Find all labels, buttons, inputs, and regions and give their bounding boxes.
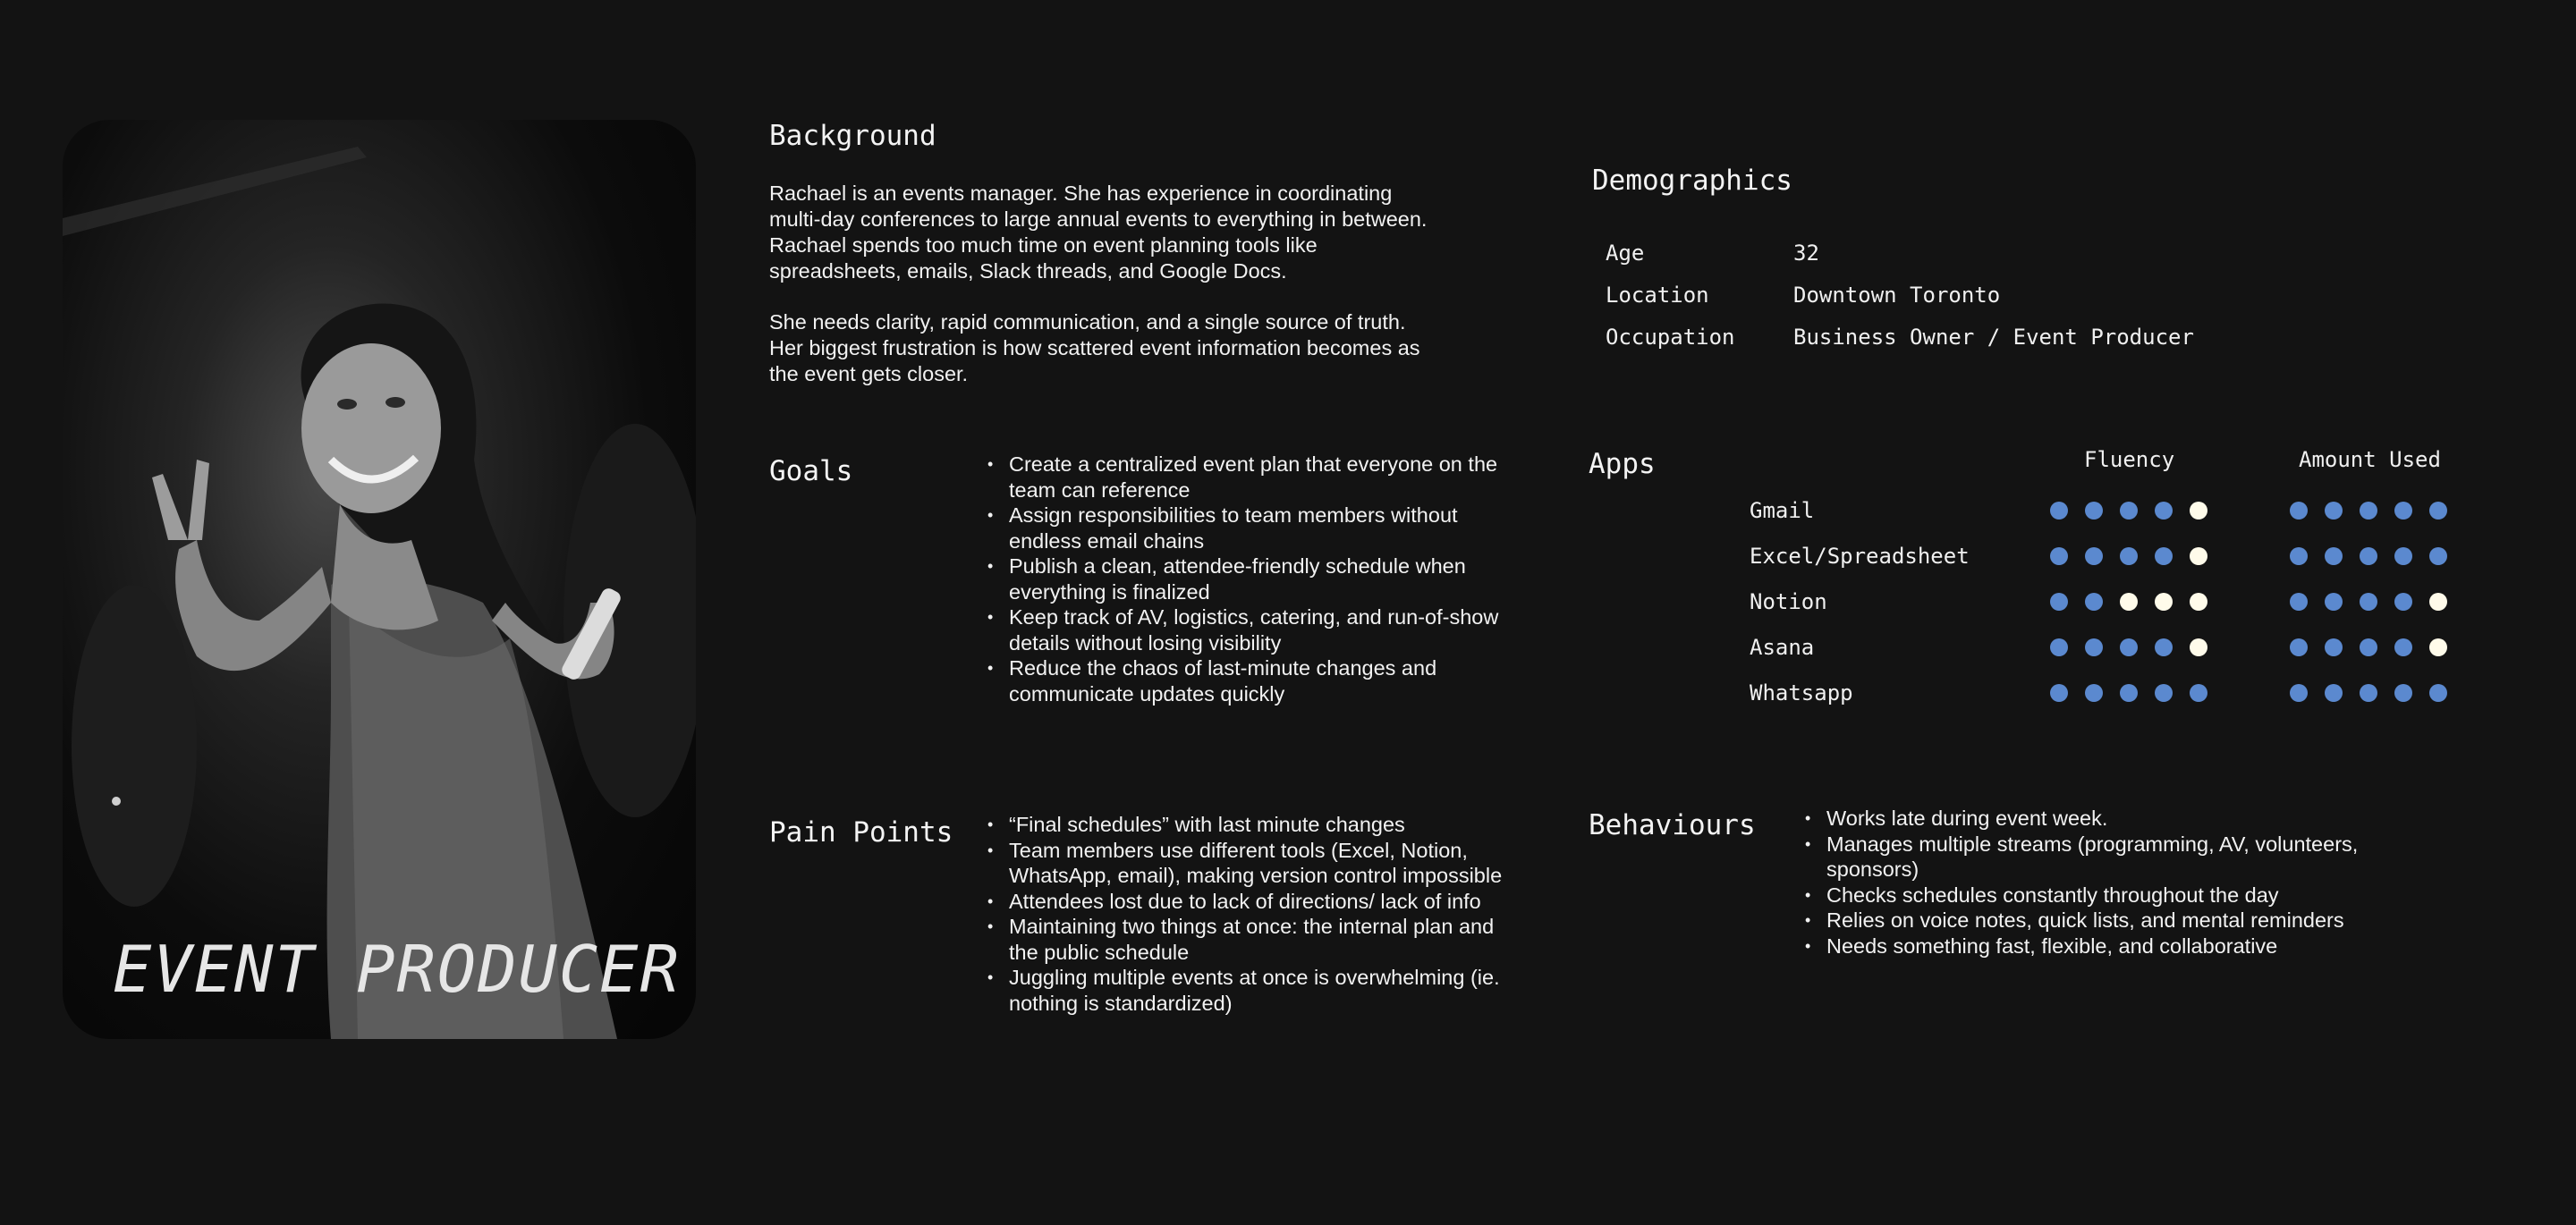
rating-dot-filled xyxy=(2290,684,2308,702)
rating-dot-filled xyxy=(2290,502,2308,520)
app-name: Gmail xyxy=(1750,498,1815,523)
rating-dot-filled xyxy=(2290,547,2308,565)
app-row xyxy=(1750,543,2054,570)
rating-dot-filled xyxy=(2050,638,2068,656)
rating-dot-filled xyxy=(2429,684,2447,702)
rating-dot-filled xyxy=(2085,684,2103,702)
rating-dot-filled xyxy=(2325,547,2343,565)
app-row xyxy=(1750,634,2054,661)
rating-dot-empty xyxy=(2155,593,2173,611)
fluency-rating xyxy=(2050,593,2207,611)
pain-point-item: • Maintaining two things at once: the internal plan and the public schedule xyxy=(986,914,1513,965)
rating-dot-filled xyxy=(2155,684,2173,702)
rating-dot-empty xyxy=(2120,593,2138,611)
persona-photo-card xyxy=(63,120,696,1039)
demographics-heading: Demographics xyxy=(1592,165,1792,197)
amount-used-rating xyxy=(2290,638,2447,656)
rating-dot-filled xyxy=(2085,502,2103,520)
rating-dot-filled xyxy=(2360,593,2377,611)
demographics-label: Age xyxy=(1606,240,1645,266)
fluency-column-header: Fluency xyxy=(2084,447,2175,472)
pain-points-list xyxy=(986,812,1513,1016)
rating-dot-filled xyxy=(2394,684,2412,702)
demographics-row xyxy=(1606,316,2194,358)
persona-photo xyxy=(63,120,696,1039)
background-section xyxy=(769,181,1431,387)
fluency-rating xyxy=(2050,502,2207,520)
background-heading: Background xyxy=(769,120,936,152)
pain-points-heading: Pain Points xyxy=(769,816,953,849)
rating-dot-filled xyxy=(2120,638,2138,656)
rating-dot-filled xyxy=(2325,684,2343,702)
rating-dot-filled xyxy=(2325,638,2343,656)
demographics-row xyxy=(1606,232,2194,274)
background-paragraph-2: She needs clarity, rapid communication, and a single source of truth. Her biggest frustration is how scattered event information becomes as the event gets closer. xyxy=(769,310,1420,385)
rating-dot-filled xyxy=(2429,502,2447,520)
demographics-label: Occupation xyxy=(1606,324,1735,350)
apps-heading: Apps xyxy=(1589,448,1656,480)
rating-dot-filled xyxy=(2050,684,2068,702)
rating-dot-filled xyxy=(2050,502,2068,520)
behaviour-item: • Manages multiple streams (programming, AV, volunteers, sponsors) xyxy=(1803,832,2411,883)
rating-dot-filled xyxy=(2290,638,2308,656)
rating-dot-filled xyxy=(2120,684,2138,702)
fluency-rating xyxy=(2050,684,2207,702)
goals-list xyxy=(986,452,1504,706)
rating-dot-empty xyxy=(2429,638,2447,656)
rating-dot-filled xyxy=(2085,547,2103,565)
app-name: Whatsapp xyxy=(1750,680,1853,705)
rating-dot-filled xyxy=(2394,547,2412,565)
demographics-row xyxy=(1606,274,2194,316)
app-row xyxy=(1750,680,2054,706)
rating-dot-filled xyxy=(2394,593,2412,611)
goal-item: • Assign responsibilities to team members without endless email chains xyxy=(986,503,1504,553)
rating-dot-filled xyxy=(2155,547,2173,565)
rating-dot-filled xyxy=(2360,684,2377,702)
rating-dot-empty xyxy=(2190,638,2207,656)
app-name: Excel/Spreadsheet xyxy=(1750,544,1970,569)
rating-dot-filled xyxy=(2360,547,2377,565)
apps-table xyxy=(1750,497,2465,721)
demographics-value: 32 xyxy=(1793,240,1819,266)
app-name: Notion xyxy=(1750,589,1827,614)
rating-dot-filled xyxy=(2085,593,2103,611)
goal-item: • Publish a clean, attendee-friendly schedule when everything is finalized xyxy=(986,553,1504,604)
behaviours-list xyxy=(1803,806,2411,959)
rating-dot-filled xyxy=(2360,502,2377,520)
pain-point-item: • Juggling multiple events at once is overwhelming (ie. nothing is standardized) xyxy=(986,965,1513,1016)
behaviour-item: • Works late during event week. xyxy=(1803,806,2411,832)
demographics-value: Downtown Toronto xyxy=(1793,282,2001,308)
goal-item: • Keep track of AV, logistics, catering, and run-of-show details without losing visibility xyxy=(986,604,1504,655)
fluency-rating xyxy=(2050,547,2207,565)
persona-role-title: EVENT PRODUCER xyxy=(113,932,681,1007)
rating-dot-empty xyxy=(2190,547,2207,565)
rating-dot-filled xyxy=(2120,547,2138,565)
amount-used-rating xyxy=(2290,502,2447,520)
demographics-label: Location xyxy=(1606,282,1709,308)
rating-dot-empty xyxy=(2429,593,2447,611)
rating-dot-filled xyxy=(2155,638,2173,656)
rating-dot-filled xyxy=(2394,502,2412,520)
goal-item: • Reduce the chaos of last-minute changes and communicate updates quickly xyxy=(986,655,1504,706)
behaviours-heading: Behaviours xyxy=(1589,809,1756,841)
amount-used-column-header: Amount Used xyxy=(2299,447,2441,472)
amount-used-rating xyxy=(2290,593,2447,611)
rating-dot-filled xyxy=(2429,547,2447,565)
goal-item: • Create a centralized event plan that everyone on the team can reference xyxy=(986,452,1504,503)
pain-point-item: • “Final schedules” with last minute changes xyxy=(986,812,1513,838)
demographics-value: Business Owner / Event Producer xyxy=(1793,324,2194,350)
background-paragraph-1: Rachael is an events manager. She has experience in coordinating multi-day conferences to large annual events to everything in between. Rachael spends too much time on event planning tools like spreadsheets, emails, Slack threads, and Google Docs. xyxy=(769,182,1428,283)
rating-dot-filled xyxy=(2325,593,2343,611)
rating-dot-empty xyxy=(2190,593,2207,611)
pain-point-item: • Team members use different tools (Excel, Notion, WhatsApp, email), making version control impossible xyxy=(986,838,1513,889)
pain-point-item: • Attendees lost due to lack of directions/ lack of info xyxy=(986,889,1513,915)
fluency-rating xyxy=(2050,638,2207,656)
rating-dot-filled xyxy=(2155,502,2173,520)
rating-dot-filled xyxy=(2120,502,2138,520)
rating-dot-filled xyxy=(2394,638,2412,656)
behaviour-item: • Checks schedules constantly throughout the day xyxy=(1803,883,2411,908)
behaviour-item: • Needs something fast, flexible, and collaborative xyxy=(1803,934,2411,959)
rating-dot-filled xyxy=(2050,547,2068,565)
rating-dot-filled xyxy=(2325,502,2343,520)
amount-used-rating xyxy=(2290,684,2447,702)
amount-used-rating xyxy=(2290,547,2447,565)
rating-dot-filled xyxy=(2050,593,2068,611)
rating-dot-filled xyxy=(2290,593,2308,611)
behaviour-item: • Relies on voice notes, quick lists, and mental reminders xyxy=(1803,908,2411,934)
goals-heading: Goals xyxy=(769,455,853,487)
demographics-table xyxy=(1606,232,2194,358)
rating-dot-empty xyxy=(2190,502,2207,520)
rating-dot-filled xyxy=(2190,684,2207,702)
app-row xyxy=(1750,497,2054,524)
rating-dot-filled xyxy=(2085,638,2103,656)
rating-dot-filled xyxy=(2360,638,2377,656)
app-name: Asana xyxy=(1750,635,1815,660)
app-row xyxy=(1750,588,2054,615)
